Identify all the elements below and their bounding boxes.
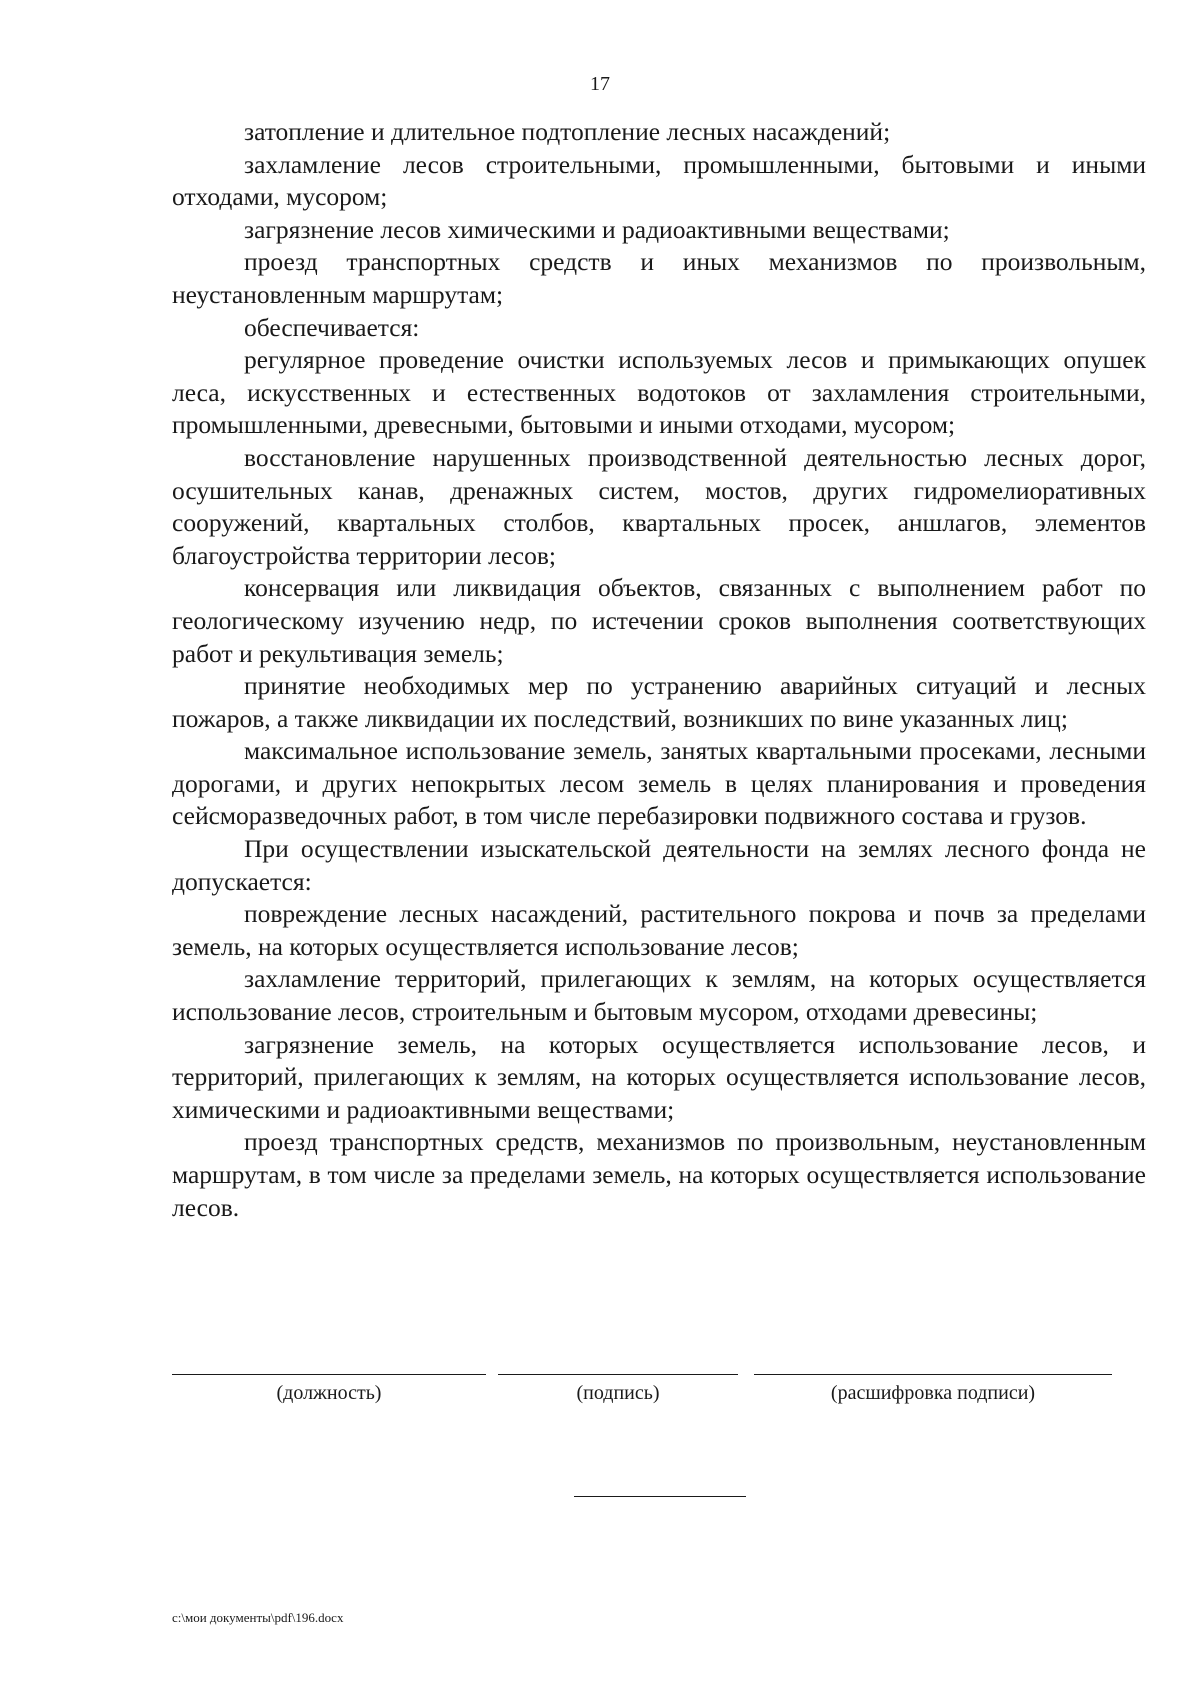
paragraph: принятие необходимых мер по устранению аварийных ситуаций и лесных пожаров, а также ликвидации их последствий, возникших по вине указанных лиц;: [172, 671, 1146, 733]
position-caption: (должность): [276, 1382, 382, 1404]
position-signature-field: [172, 1374, 486, 1405]
signature-line: [498, 1374, 738, 1375]
signature-field: [498, 1374, 738, 1405]
decoding-line: [754, 1374, 1112, 1375]
paragraph: захламление лесов строительными, промышленными, бытовыми и иными отходами, мусором;: [172, 149, 1146, 212]
page-number: 17: [590, 73, 610, 95]
paragraph: загрязнение лесов химическими и радиоактивными веществами;: [244, 214, 950, 244]
document-body: [172, 116, 1146, 1224]
paragraph: При осуществлении изыскательской деятельности на землях лесного фонда не допускается:: [172, 834, 1146, 896]
paragraph: восстановление нарушенных производственной деятельностью лесных дорог, осушительных канав, дренажных систем, мостов, других гидромелиоративных сооружений, квартальных столбов, квартальных просек, аншлагов, элементов благоустройства территории лесов;: [172, 442, 1146, 570]
decoding-signature-field: [754, 1374, 1112, 1405]
signature-caption: (подпись): [576, 1382, 660, 1404]
paragraph: проезд транспортных средств и иных механизмов по произвольным, неустановленным маршрутам;: [172, 247, 1146, 309]
footer-file-path: c:\мои документы\pdf\196.docx: [172, 1610, 344, 1625]
decoding-caption: (расшифровка подписи): [830, 1382, 1036, 1404]
end-of-document-line: [574, 1496, 746, 1497]
paragraph: загрязнение земель, на которых осуществляется использование лесов, и территорий, прилегающих к землям, на которых осуществляется использование лесов, химическими и радиоактивными веществами;: [172, 1029, 1146, 1124]
paragraph: затопление и длительное подтопление лесных насаждений;: [244, 117, 891, 146]
paragraph: повреждение лесных насаждений, растительного покрова и почв за пределами земель, на которых осуществляется использование лесов;: [172, 899, 1146, 961]
paragraph: консервация или ликвидация объектов, связанных с выполнением работ по геологическому изучению недр, по истечении сроков выполнения соответствующих работ и рекультивация земель;: [172, 573, 1146, 668]
paragraph: захламление территорий, прилегающих к землям, на которых осуществляется использование лесов, строительным и бытовым мусором, отходами древесины;: [172, 964, 1146, 1027]
paragraph: обеспечивается:: [244, 312, 420, 342]
paragraph: максимальное использование земель, занятых квартальными просеками, лесными дорогами, и других непокрытых лесом земель в целях планирования и проведения сейсморазведочных работ, в том числе перебазировки подвижного состава и грузов.: [172, 736, 1146, 831]
paragraph: регулярное проведение очистки используемых лесов и примыкающих опушек леса, искусственных и естественных водотоков от захламления строительными, промышленными, древесными, бытовыми и иными отходами, мусором;: [172, 345, 1146, 440]
signature-block: [172, 1374, 1112, 1414]
position-line: [172, 1374, 486, 1375]
paragraph: проезд транспортных средств, механизмов по произвольным, неустановленным маршрутам, в том числе за пределами земель, на которых осуществляется использование лесов.: [172, 1127, 1146, 1222]
